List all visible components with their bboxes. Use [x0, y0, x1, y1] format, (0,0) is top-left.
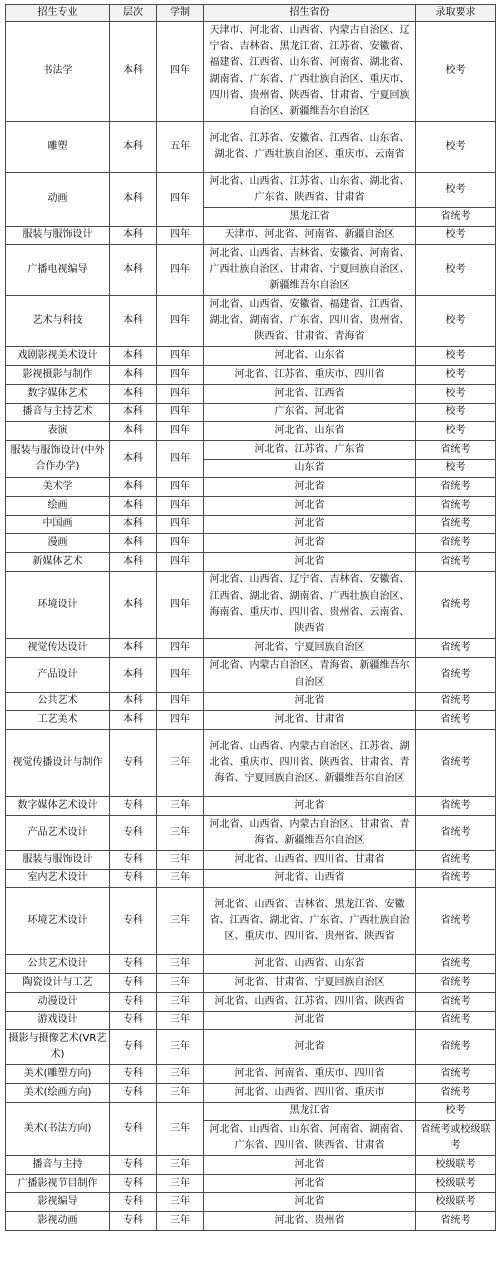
- provinces-cell: 河北省、山西省、内蒙古自治区、甘肃省、青海省、新疆维吾尔自治区: [204, 815, 416, 850]
- years-cell: 三年: [157, 1011, 204, 1030]
- level-cell: 本科: [110, 384, 157, 403]
- major-cell: 视觉传达设计: [6, 638, 110, 657]
- requirement-cell: 校级联考: [416, 1174, 496, 1193]
- requirement-cell: 省统考: [416, 496, 496, 515]
- level-cell: 专科: [110, 1030, 157, 1065]
- requirement-cell: 校级联考: [416, 1156, 496, 1175]
- major-cell: 漫画: [6, 534, 110, 553]
- provinces-cell: 河北省: [204, 1193, 416, 1212]
- level-cell: 本科: [110, 638, 157, 657]
- table-row: [6, 172, 496, 207]
- major-cell: 摄影与摄像艺术(VR艺术): [6, 1030, 110, 1065]
- table-row: [6, 121, 496, 172]
- requirement-cell: 省统考: [416, 1030, 496, 1065]
- requirement-cell: 校考: [416, 347, 496, 366]
- years-cell: 四年: [157, 172, 204, 226]
- provinces-cell: 河北省: [204, 692, 416, 711]
- years-cell: 五年: [157, 121, 204, 172]
- level-cell: 本科: [110, 347, 157, 366]
- provinces-cell: 河北省: [204, 1011, 416, 1030]
- requirement-cell: 省统考: [416, 1011, 496, 1030]
- years-cell: 三年: [157, 797, 204, 816]
- requirement-cell: 省统考: [416, 534, 496, 553]
- provinces-cell: 天津市、河北省、山西省、内蒙古自治区、辽宁省、吉林省、黑龙江省、江苏省、安徽省、福建省、江西省、山东省、河南省、湖北省、湖南省、广东省、广西壮族自治区、重庆市、四川省、贵州省、陕西省、甘肃省、宁夏回族自治区、新疆维吾尔自治区: [204, 22, 416, 122]
- table-row: [6, 1065, 496, 1084]
- table-row: [6, 729, 496, 796]
- major-cell: 公共艺术: [6, 692, 110, 711]
- level-cell: 专科: [110, 888, 157, 955]
- years-cell: 四年: [157, 403, 204, 422]
- major-cell: 雕塑: [6, 121, 110, 172]
- provinces-cell: 河北省、山西省、江苏省、四川省、陕西省: [204, 992, 416, 1011]
- level-cell: 本科: [110, 226, 157, 245]
- years-cell: 四年: [157, 440, 204, 477]
- level-cell: 本科: [110, 478, 157, 497]
- admissions-table: [5, 4, 496, 1231]
- header-requirement: 录取要求: [416, 5, 496, 22]
- major-cell: 工艺美术: [6, 711, 110, 730]
- years-cell: 四年: [157, 657, 204, 692]
- years-cell: 三年: [157, 992, 204, 1011]
- requirement-cell: 校考: [416, 1102, 496, 1121]
- level-cell: 本科: [110, 440, 157, 477]
- major-cell: 广播电视编导: [6, 245, 110, 296]
- table-row: [6, 347, 496, 366]
- level-cell: 专科: [110, 974, 157, 993]
- provinces-cell: 河北省、江苏省、安徽省、江西省、山东省、湖北省、广西壮族自治区、重庆市、云南省: [204, 121, 416, 172]
- table-row: [6, 22, 496, 122]
- requirement-cell: 省统考: [416, 515, 496, 534]
- level-cell: 专科: [110, 1174, 157, 1193]
- table-row: [6, 366, 496, 385]
- table-row: [6, 1174, 496, 1193]
- provinces-cell: 河北省、山西省、内蒙古自治区、江苏省、湖北省、重庆市、四川省、陕西省、甘肃省、青海省、宁夏回族自治区、新疆维吾尔自治区: [204, 729, 416, 796]
- major-cell: 中国画: [6, 515, 110, 534]
- level-cell: 本科: [110, 692, 157, 711]
- provinces-cell: 河北省、山东省: [204, 422, 416, 441]
- years-cell: 四年: [157, 296, 204, 347]
- level-cell: 本科: [110, 657, 157, 692]
- requirement-cell: 省统考: [416, 815, 496, 850]
- major-cell: 动漫设计: [6, 992, 110, 1011]
- years-cell: 四年: [157, 347, 204, 366]
- requirement-cell: 校考: [416, 459, 496, 478]
- provinces-cell: 广东省、河北省: [204, 403, 416, 422]
- table-row: [6, 1193, 496, 1212]
- table-row: [6, 692, 496, 711]
- major-cell: 视觉传播设计与制作: [6, 729, 110, 796]
- level-cell: 专科: [110, 1065, 157, 1084]
- years-cell: 四年: [157, 245, 204, 296]
- requirement-cell: 省统考: [416, 657, 496, 692]
- major-cell: 室内艺术设计: [6, 869, 110, 888]
- provinces-cell: 河北省、宁夏回族自治区: [204, 638, 416, 657]
- requirement-cell: 校考: [416, 226, 496, 245]
- requirement-cell: 省统考: [416, 797, 496, 816]
- major-cell: 戏剧影视美术设计: [6, 347, 110, 366]
- level-cell: 专科: [110, 797, 157, 816]
- requirement-cell: 省统考: [416, 553, 496, 572]
- provinces-cell: 河北省、山西省、四川省、重庆市: [204, 1083, 416, 1102]
- major-cell: 书法学: [6, 22, 110, 122]
- level-cell: 专科: [110, 955, 157, 974]
- level-cell: 本科: [110, 296, 157, 347]
- years-cell: 三年: [157, 888, 204, 955]
- provinces-cell: 河北省、甘肃省、宁夏回族自治区: [204, 974, 416, 993]
- provinces-cell: 河北省、山西省、江苏省、山东省、湖北省、广东省、陕西省、甘肃省: [204, 172, 416, 207]
- years-cell: 四年: [157, 366, 204, 385]
- major-cell: 环境设计: [6, 571, 110, 638]
- provinces-cell: 河北省: [204, 1156, 416, 1175]
- table-row: [6, 245, 496, 296]
- major-cell: 影视编导: [6, 1193, 110, 1212]
- level-cell: 本科: [110, 422, 157, 441]
- major-cell: 美术(绘画方向): [6, 1083, 110, 1102]
- requirement-cell: 省统考: [416, 571, 496, 638]
- provinces-cell: 河北省: [204, 496, 416, 515]
- table-row: [6, 1212, 496, 1231]
- requirement-cell: 校考: [416, 422, 496, 441]
- table-row: [6, 496, 496, 515]
- years-cell: 三年: [157, 955, 204, 974]
- years-cell: 三年: [157, 1065, 204, 1084]
- requirement-cell: 省统考: [416, 869, 496, 888]
- major-cell: 广播影视节目制作: [6, 1174, 110, 1193]
- level-cell: 本科: [110, 711, 157, 730]
- major-cell: 表演: [6, 422, 110, 441]
- major-cell: 游戏设计: [6, 1011, 110, 1030]
- requirement-cell: 校考: [416, 403, 496, 422]
- table-row: [6, 515, 496, 534]
- years-cell: 四年: [157, 226, 204, 245]
- requirement-cell: 省统考: [416, 888, 496, 955]
- major-cell: 产品设计: [6, 657, 110, 692]
- major-cell: 产品艺术设计: [6, 815, 110, 850]
- years-cell: 四年: [157, 638, 204, 657]
- major-cell: 美术(雕塑方向): [6, 1065, 110, 1084]
- requirement-cell: 省统考或校级联考: [416, 1121, 496, 1156]
- provinces-cell: 河北省、江苏省、重庆市、四川省: [204, 366, 416, 385]
- requirement-cell: 校考: [416, 121, 496, 172]
- admissions-table-wrapper: [5, 4, 495, 1231]
- level-cell: 本科: [110, 515, 157, 534]
- level-cell: 专科: [110, 815, 157, 850]
- provinces-cell: 河北省、山西省: [204, 869, 416, 888]
- major-cell: 绘画: [6, 496, 110, 515]
- provinces-cell: 河北省: [204, 1174, 416, 1193]
- level-cell: 专科: [110, 729, 157, 796]
- table-row: [6, 553, 496, 572]
- table-row: [6, 797, 496, 816]
- requirement-cell: 省统考: [416, 440, 496, 459]
- provinces-cell: 河北省、山西省、吉林省、黑龙江省、安徽省、江西省、湖北省、广东省、广西壮族自治区、重庆市、四川省、贵州省、陕西省: [204, 888, 416, 955]
- requirement-cell: 校考: [416, 22, 496, 122]
- table-row: [6, 384, 496, 403]
- level-cell: 专科: [110, 1156, 157, 1175]
- provinces-cell: 河北省、贵州省: [204, 1212, 416, 1231]
- table-row: [6, 534, 496, 553]
- years-cell: 三年: [157, 1174, 204, 1193]
- provinces-cell: 河北省: [204, 553, 416, 572]
- years-cell: 四年: [157, 711, 204, 730]
- table-row: [6, 992, 496, 1011]
- provinces-cell: 河北省、山西省、安徽省、福建省、江西省、湖北省、湖南省、广东省、四川省、贵州省、陕西省、甘肃省、青海省: [204, 296, 416, 347]
- table-row: [6, 638, 496, 657]
- table-row: [6, 974, 496, 993]
- table-row: [6, 815, 496, 850]
- table-row: [6, 1156, 496, 1175]
- provinces-cell: 黑龙江省: [204, 207, 416, 226]
- provinces-cell: 河北省、山西省、山东省: [204, 955, 416, 974]
- provinces-cell: 河北省、山西省、山东省、河南省、湖南省、广东省、四川省、陕西省、甘肃省: [204, 1121, 416, 1156]
- provinces-cell: 河北省、江西省: [204, 384, 416, 403]
- requirement-cell: 省统考: [416, 850, 496, 869]
- provinces-cell: 河北省: [204, 478, 416, 497]
- years-cell: 三年: [157, 1156, 204, 1175]
- table-row: [6, 571, 496, 638]
- level-cell: 本科: [110, 121, 157, 172]
- major-cell: 播音与主持艺术: [6, 403, 110, 422]
- level-cell: 专科: [110, 1102, 157, 1156]
- requirement-cell: 省统考: [416, 638, 496, 657]
- major-cell: 美术学: [6, 478, 110, 497]
- years-cell: 三年: [157, 1030, 204, 1065]
- table-row: [6, 296, 496, 347]
- table-row: [6, 403, 496, 422]
- requirement-cell: 省统考: [416, 955, 496, 974]
- years-cell: 三年: [157, 850, 204, 869]
- requirement-cell: 校考: [416, 296, 496, 347]
- major-cell: 数字媒体艺术: [6, 384, 110, 403]
- requirement-cell: 省统考: [416, 1083, 496, 1102]
- years-cell: 四年: [157, 384, 204, 403]
- table-row: [6, 1011, 496, 1030]
- major-cell: 服装与服饰设计(中外合作办学): [6, 440, 110, 477]
- table-row: [6, 1102, 496, 1121]
- header-provinces: 招生省份: [204, 5, 416, 22]
- requirement-cell: 校考: [416, 384, 496, 403]
- table-row: [6, 478, 496, 497]
- provinces-cell: 河北省、河南省、重庆市、四川省: [204, 1065, 416, 1084]
- level-cell: 专科: [110, 1083, 157, 1102]
- requirement-cell: 省统考: [416, 729, 496, 796]
- years-cell: 三年: [157, 815, 204, 850]
- major-cell: 陶瓷设计与工艺: [6, 974, 110, 993]
- major-cell: 艺术与科技: [6, 296, 110, 347]
- provinces-cell: 河北省、甘肃省: [204, 711, 416, 730]
- major-cell: 公共艺术设计: [6, 955, 110, 974]
- provinces-cell: 河北省、江苏省、广东省: [204, 440, 416, 459]
- major-cell: 服装与服饰设计: [6, 226, 110, 245]
- major-cell: 影视动画: [6, 1212, 110, 1231]
- level-cell: 专科: [110, 1193, 157, 1212]
- table-row: [6, 869, 496, 888]
- table-row: [6, 1083, 496, 1102]
- requirement-cell: 省统考: [416, 207, 496, 226]
- requirement-cell: 省统考: [416, 711, 496, 730]
- header-major: 招生专业: [6, 5, 110, 22]
- provinces-cell: 河北省: [204, 515, 416, 534]
- provinces-cell: 河北省: [204, 534, 416, 553]
- requirement-cell: 省统考: [416, 478, 496, 497]
- provinces-cell: 河北省、山西省、四川省、甘肃省: [204, 850, 416, 869]
- major-cell: 服装与服饰设计: [6, 850, 110, 869]
- table-row: [6, 711, 496, 730]
- years-cell: 三年: [157, 1212, 204, 1231]
- major-cell: 播音与主持: [6, 1156, 110, 1175]
- major-cell: 新媒体艺术: [6, 553, 110, 572]
- provinces-cell: 河北省、山西省、辽宁省、吉林省、安徽省、江西省、湖北省、湖南省、广西壮族自治区、海南省、重庆市、四川省、贵州省、云南省、陕西省: [204, 571, 416, 638]
- provinces-cell: 河北省: [204, 797, 416, 816]
- years-cell: 四年: [157, 422, 204, 441]
- level-cell: 本科: [110, 22, 157, 122]
- table-row: [6, 657, 496, 692]
- years-cell: 四年: [157, 692, 204, 711]
- requirement-cell: 省统考: [416, 692, 496, 711]
- level-cell: 专科: [110, 1011, 157, 1030]
- requirement-cell: 校考: [416, 172, 496, 207]
- level-cell: 本科: [110, 553, 157, 572]
- level-cell: 专科: [110, 1212, 157, 1231]
- requirement-cell: 省统考: [416, 974, 496, 993]
- major-cell: 环境艺术设计: [6, 888, 110, 955]
- level-cell: 专科: [110, 992, 157, 1011]
- level-cell: 本科: [110, 496, 157, 515]
- provinces-cell: 河北省、山西省、吉林省、安徽省、河南省、广西壮族自治区、甘肃省、宁夏回族自治区、新疆维吾尔自治区: [204, 245, 416, 296]
- requirement-cell: 省统考: [416, 1212, 496, 1231]
- provinces-cell: 河北省、山东省: [204, 347, 416, 366]
- years-cell: 三年: [157, 1193, 204, 1212]
- years-cell: 三年: [157, 1102, 204, 1156]
- table-row: [6, 1030, 496, 1065]
- table-body: [6, 22, 496, 1231]
- major-cell: 动画: [6, 172, 110, 226]
- years-cell: 三年: [157, 869, 204, 888]
- requirement-cell: 省统考: [416, 992, 496, 1011]
- level-cell: 本科: [110, 571, 157, 638]
- years-cell: 四年: [157, 496, 204, 515]
- level-cell: 本科: [110, 403, 157, 422]
- requirement-cell: 校考: [416, 245, 496, 296]
- major-cell: 影视摄影与制作: [6, 366, 110, 385]
- provinces-cell: 黑龙江省: [204, 1102, 416, 1121]
- level-cell: 本科: [110, 366, 157, 385]
- years-cell: 三年: [157, 1083, 204, 1102]
- header-level: 层次: [110, 5, 157, 22]
- years-cell: 三年: [157, 974, 204, 993]
- table-row: [6, 955, 496, 974]
- major-cell: 美术(书法方向): [6, 1102, 110, 1156]
- level-cell: 专科: [110, 869, 157, 888]
- major-cell: 数字媒体艺术设计: [6, 797, 110, 816]
- requirement-cell: 省统考: [416, 1065, 496, 1084]
- table-row: [6, 422, 496, 441]
- table-row: [6, 850, 496, 869]
- years-cell: 四年: [157, 534, 204, 553]
- provinces-cell: 河北省、内蒙古自治区、青海省、新疆维吾尔自治区: [204, 657, 416, 692]
- provinces-cell: 河北省: [204, 1030, 416, 1065]
- years-cell: 四年: [157, 515, 204, 534]
- years-cell: 四年: [157, 22, 204, 122]
- years-cell: 四年: [157, 478, 204, 497]
- header-years: 学制: [157, 5, 204, 22]
- level-cell: 本科: [110, 172, 157, 226]
- years-cell: 四年: [157, 571, 204, 638]
- level-cell: 本科: [110, 534, 157, 553]
- table-row: [6, 888, 496, 955]
- provinces-cell: 山东省: [204, 459, 416, 478]
- requirement-cell: 校考: [416, 366, 496, 385]
- years-cell: 四年: [157, 553, 204, 572]
- requirement-cell: 校级联考: [416, 1193, 496, 1212]
- table-row: [6, 226, 496, 245]
- table-row: [6, 440, 496, 459]
- years-cell: 三年: [157, 729, 204, 796]
- provinces-cell: 天津市、河北省、河南省、新疆自治区: [204, 226, 416, 245]
- header-row: [6, 5, 496, 22]
- level-cell: 专科: [110, 850, 157, 869]
- level-cell: 本科: [110, 245, 157, 296]
